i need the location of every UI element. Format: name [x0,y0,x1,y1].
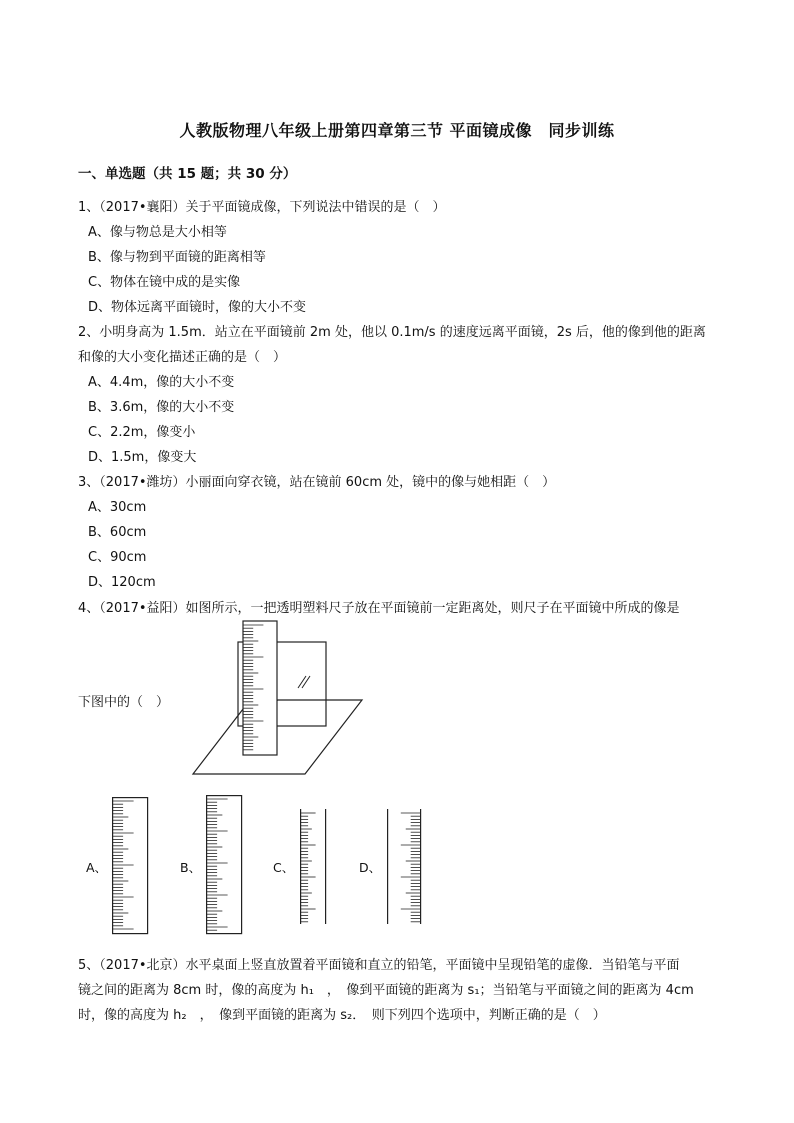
question-4-stem-line1: 4、（2017•益阳）如图所示，一把透明塑料尺子放在平面镜前一定距离处，则尺子在平面镜中所成的像是 [78,601,680,616]
question-4-stem-line2: 下图中的（ ） [78,695,170,710]
question-5-stem-line2: 镜之间的距离为 8cm 时，像的高度为 h₁ ， 像到平面镜的距离为 s₁；当铅笔与平面镜之间的距离为 4cm [78,983,694,998]
question-2-stem-line2: 和像的大小变化描述正确的是（ ） [78,350,287,365]
question-2-stem-line1: 2、小明身高为 1.5m．站立在平面镜前 2m 处，他以 0.1m/s 的速度远离平面镜，2s 后，他的像到他的距离 [78,325,706,340]
question-3-option-c: C、90cm [88,550,147,565]
question-2-option-a: A、4.4m，像的大小不变 [88,375,235,390]
ruler-figure [243,621,277,755]
option-a-ruler-image [112,797,150,935]
page-title: 人教版物理八年级上册第四章第三节 平面镜成像 同步训练 [179,121,615,140]
question-2-option-b: B、3.6m，像的大小不变 [88,400,235,415]
question-4-option-b-label: B、 [180,860,202,875]
question-3-option-d: D、120cm [88,575,156,590]
question-1-option-d: D、物体远离平面镜时，像的大小不变 [88,300,307,315]
question-5-stem-line1: 5、（2017•北京）水平桌面上竖直放置着平面镜和直立的铅笔，平面镜中呈现铅笔的虚像．当铅笔与平面 [78,958,680,973]
question-3-stem: 3、（2017•潍坊）小丽面向穿衣镜，站在镜前 60cm 处，镜中的像与她相距（ ） [78,475,556,490]
question-4-option-a-label: A、 [86,860,108,875]
section-heading: 一、单选题（共 15 题；共 30 分） [78,166,297,182]
question-2-option-d: D、1.5m，像变大 [88,450,197,465]
question-4-option-d-label: D、 [359,860,382,875]
option-d-ruler-image [387,809,423,925]
question-3-option-b: B、60cm [88,525,147,540]
question-1-stem: 1、（2017•襄阳）关于平面镜成像，下列说法中错误的是（ ） [78,200,446,215]
question-3-option-a: A、30cm [88,500,147,515]
option-b-ruler-image [206,795,244,935]
question-1-option-b: B、像与物到平面镜的距离相等 [88,250,266,265]
question-2-option-c: C、2.2m，像变小 [88,425,196,440]
question-4-option-c-label: C、 [273,860,295,875]
option-c-ruler-image [300,809,328,925]
question-1-option-a: A、像与物总是大小相等 [88,225,227,240]
mirror-ruler-figure [190,618,370,778]
question-1-option-c: C、物体在镜中成的是实像 [88,275,241,290]
question-5-stem-line3: 时，像的高度为 h₂ ， 像到平面镜的距离为 s₂． 则下列四个选项中，判断正确的是（ ） [78,1008,606,1023]
